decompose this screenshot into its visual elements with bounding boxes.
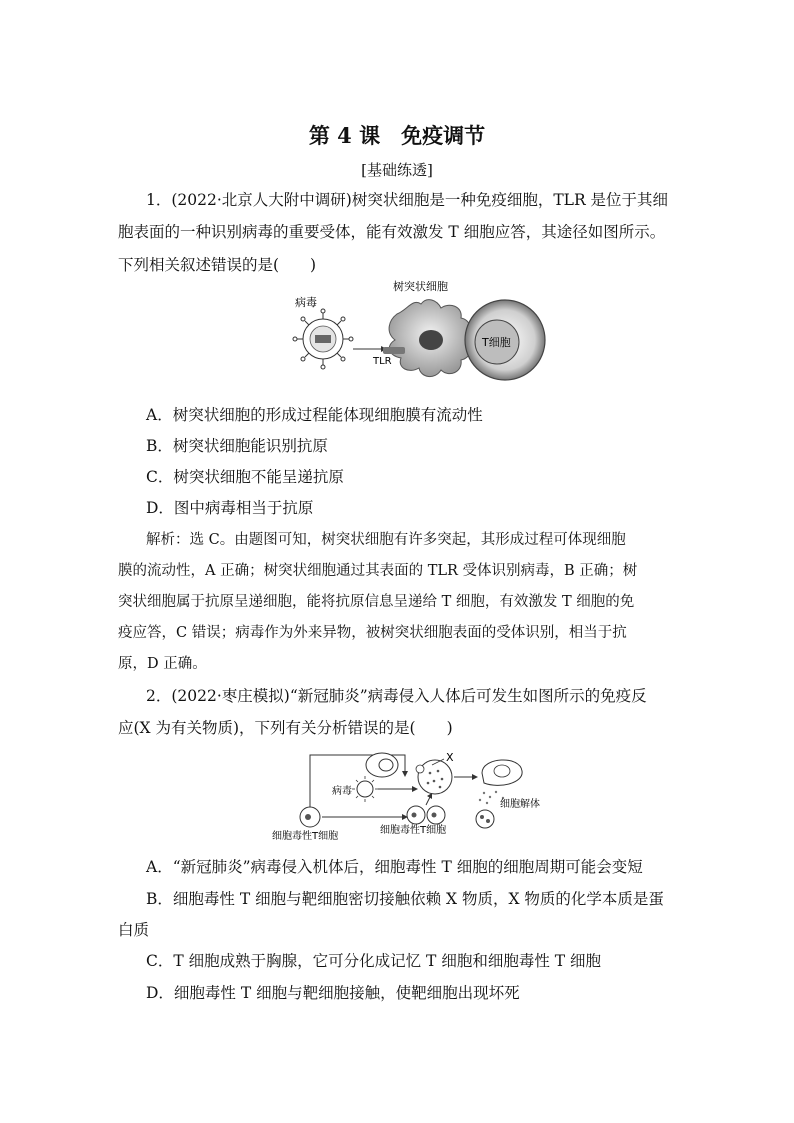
q2-stem-line-2: 应(X 为有关物质)，下列有关分析错误的是( )	[118, 719, 453, 737]
q2-figure	[270, 745, 560, 845]
q1-analysis-line-5: 原，D 正确。	[118, 656, 207, 672]
q1-option-d: D．图中病毒相当于抗原	[146, 499, 314, 517]
q1-tlr-label: TLR	[373, 356, 392, 367]
q1-analysis-line-4: 疫应答，C 错误；病毒作为外来异物，被树突状细胞表面的受体识别，相当于抗	[118, 625, 627, 641]
q2-virus-label: 病毒	[332, 786, 352, 797]
q1-analysis-line-2: 膜的流动性，A 正确；树突状细胞通过其表面的 TLR 受体识别病毒，B 正确；树	[118, 563, 638, 579]
target-cell-graphic	[418, 760, 452, 794]
q1-dendritic-label: 树突状细胞	[393, 280, 448, 293]
q1-option-b: B．树突状细胞能识别抗原	[146, 437, 328, 455]
q1-stem-line-1: 1．(2022·北京人大附中调研)树突状细胞是一种免疫细胞，TLR 是位于其细	[146, 191, 669, 209]
q1-analysis-line-1: 解析：选 C。由题图可知，树突状细胞有许多突起，其形成过程可体现细胞	[146, 532, 626, 548]
page-title: 第 4 课 免疫调节	[308, 123, 486, 148]
section-label: [基础练透]	[361, 161, 433, 179]
q2-lysis-label: 细胞解体	[500, 799, 540, 810]
q1-stem-line-2: 胞表面的一种识别病毒的重要受体，能有效激发 T 细胞应答，其途径如图所示。	[118, 223, 666, 241]
q2-option-b: B．细胞毒性 T 细胞与靶细胞密切接触依赖 X 物质，X 物质的化学本质是蛋	[146, 890, 664, 908]
q1-tcell-label: T细胞	[482, 336, 511, 349]
q2-x-label: X	[446, 751, 454, 764]
q2-stem-line-1: 2．(2022·枣庄模拟)“新冠肺炎”病毒侵入人体后可发生如图所示的免疫反	[146, 687, 647, 705]
virus-graphic	[293, 309, 353, 369]
q2-ctl-mid-label: 细胞毒性T细胞	[380, 825, 447, 836]
q2-option-d: D．细胞毒性 T 细胞与靶细胞接触，使靶细胞出现坏死	[146, 984, 520, 1002]
q1-option-c: C．树突状细胞不能呈递抗原	[146, 468, 344, 486]
q2-option-b-cont: 白质	[118, 921, 150, 939]
q1-analysis-line-3: 突状细胞属于抗原呈递细胞，能将抗原信息呈递给 T 细胞，有效激发 T 细胞的免	[118, 594, 635, 610]
q2-ctl-left-label: 细胞毒性T细胞	[272, 831, 339, 842]
q1-option-a: A．树突状细胞的形成过程能体现细胞膜有流动性	[146, 406, 483, 424]
q1-figure	[285, 276, 555, 396]
q1-stem-line-3: 下列相关叙述错误的是( )	[118, 256, 317, 274]
q2-option-c: C．T 细胞成熟于胸腺，它可分化成记忆 T 细胞和细胞毒性 T 细胞	[146, 952, 602, 970]
q2-option-a: A．“新冠肺炎”病毒侵入机体后，细胞毒性 T 细胞的细胞周期可能会变短	[146, 858, 643, 876]
q2-virus-graphic	[357, 781, 373, 797]
q1-virus-label: 病毒	[295, 296, 317, 309]
